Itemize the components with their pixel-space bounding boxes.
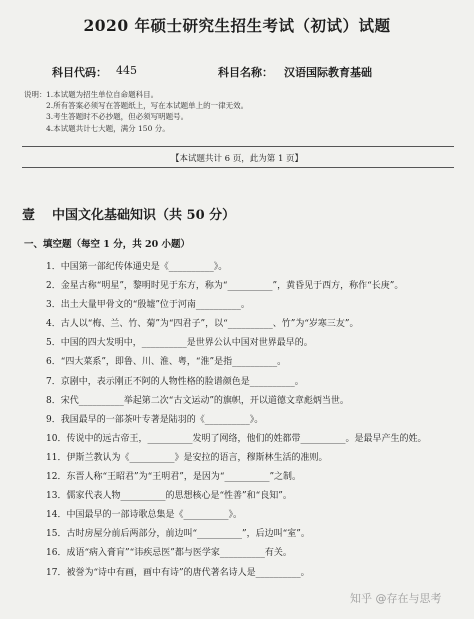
divider-line <box>22 167 454 168</box>
question-item: 8．宋代__________举起第二次“古文运动”的旗帜，开以道德文章彪炳当世。 <box>46 395 349 406</box>
instruction-item: 2.所有答案必须写在答题纸上，写在本试题单上的一律无效。 <box>46 101 249 111</box>
page-info: 【本试题共计 6 页，此为第 1 页】 <box>170 154 304 164</box>
question-list <box>46 258 456 583</box>
subsection-heading: 一、填空题（每空 1 分，共 20 小题） <box>24 239 191 250</box>
instruction-item: 4.本试题共计七大题，满分 150 分。 <box>46 123 170 133</box>
subject-row <box>0 64 474 82</box>
question-item: 7．京剧中，表示刚正不阿的人物性格的脸谱颜色是__________。 <box>46 376 304 387</box>
question-item: 12．东晋人称“王昭君”为“王明君”，是因为“__________”之制。 <box>46 472 302 483</box>
instruction-item: 1.本试题为招生单位自命题科目。 <box>46 90 159 99</box>
question-item: 3．出土大量甲骨文的“殷墟”位于河南__________。 <box>46 300 250 311</box>
instructions-label: 说明： <box>24 90 47 99</box>
section-heading <box>22 204 235 223</box>
question-item: 5．中国的四大发明中，__________是世界公认中国对世界最早的。 <box>46 338 313 349</box>
question-item: 15．古时房屋分前后两部分，前边叫“__________”，后边叫“室”。 <box>46 529 310 540</box>
question-item: 11．伊斯兰教认为《__________》是安拉的语言，穆斯林生活的准则。 <box>46 452 328 463</box>
question-item: 14．中国最早的一部诗歌总集是《__________》。 <box>46 510 242 521</box>
question-item: 4．古人以“梅、兰、竹、菊”为“四君子”，以“__________、竹”为“岁寒三友”。 <box>46 319 359 330</box>
question-item: 6．“四大菜系”，即鲁、川、淮、粤，“淮”是指__________。 <box>46 357 287 368</box>
question-item: 16．成语“病入膏肓”“讳疾忌医”都与医学家__________有关。 <box>46 548 292 559</box>
instructions <box>24 89 454 134</box>
instruction-line <box>24 89 454 100</box>
question-item: 1．中国第一部纪传体通史是《__________》。 <box>46 262 228 272</box>
question-item: 10．传说中的远古帝王，__________发明了网络，他们的姓都带__________。是最早产生的姓。 <box>46 433 427 444</box>
exam-title: 2020 年硕士研究生招生考试（初试）试题 <box>83 16 391 35</box>
divider-line <box>22 146 454 147</box>
section-number: 壹 <box>22 208 36 223</box>
watermark: 知乎 @存在与思考 <box>350 592 442 605</box>
question-item: 13．儒家代表人物__________的思想核心是“性善”和“良知”。 <box>46 491 292 502</box>
subject-name-value: 汉语国际教育基础 <box>284 66 372 79</box>
subject-code-label: 科目代码： <box>52 66 107 79</box>
question-item: 2．金星古称“明星”，黎明时见于东方，称为“__________”，黄昏见于西方，称作“长庚”。 <box>46 281 404 292</box>
question-item: 17．被誉为“诗中有画，画中有诗”的唐代著名诗人是__________。 <box>46 567 310 578</box>
question-item: 9．我国最早的一部茶叶专著是陆羽的《__________》。 <box>46 414 264 425</box>
subject-code-value: 445 <box>116 64 137 77</box>
subject-name-label: 科目名称： <box>218 66 273 79</box>
section-title: 中国文化基础知识（共 50 分） <box>52 208 236 223</box>
instruction-item: 3.考生答题时不必抄题，但必须写明题号。 <box>46 112 189 122</box>
